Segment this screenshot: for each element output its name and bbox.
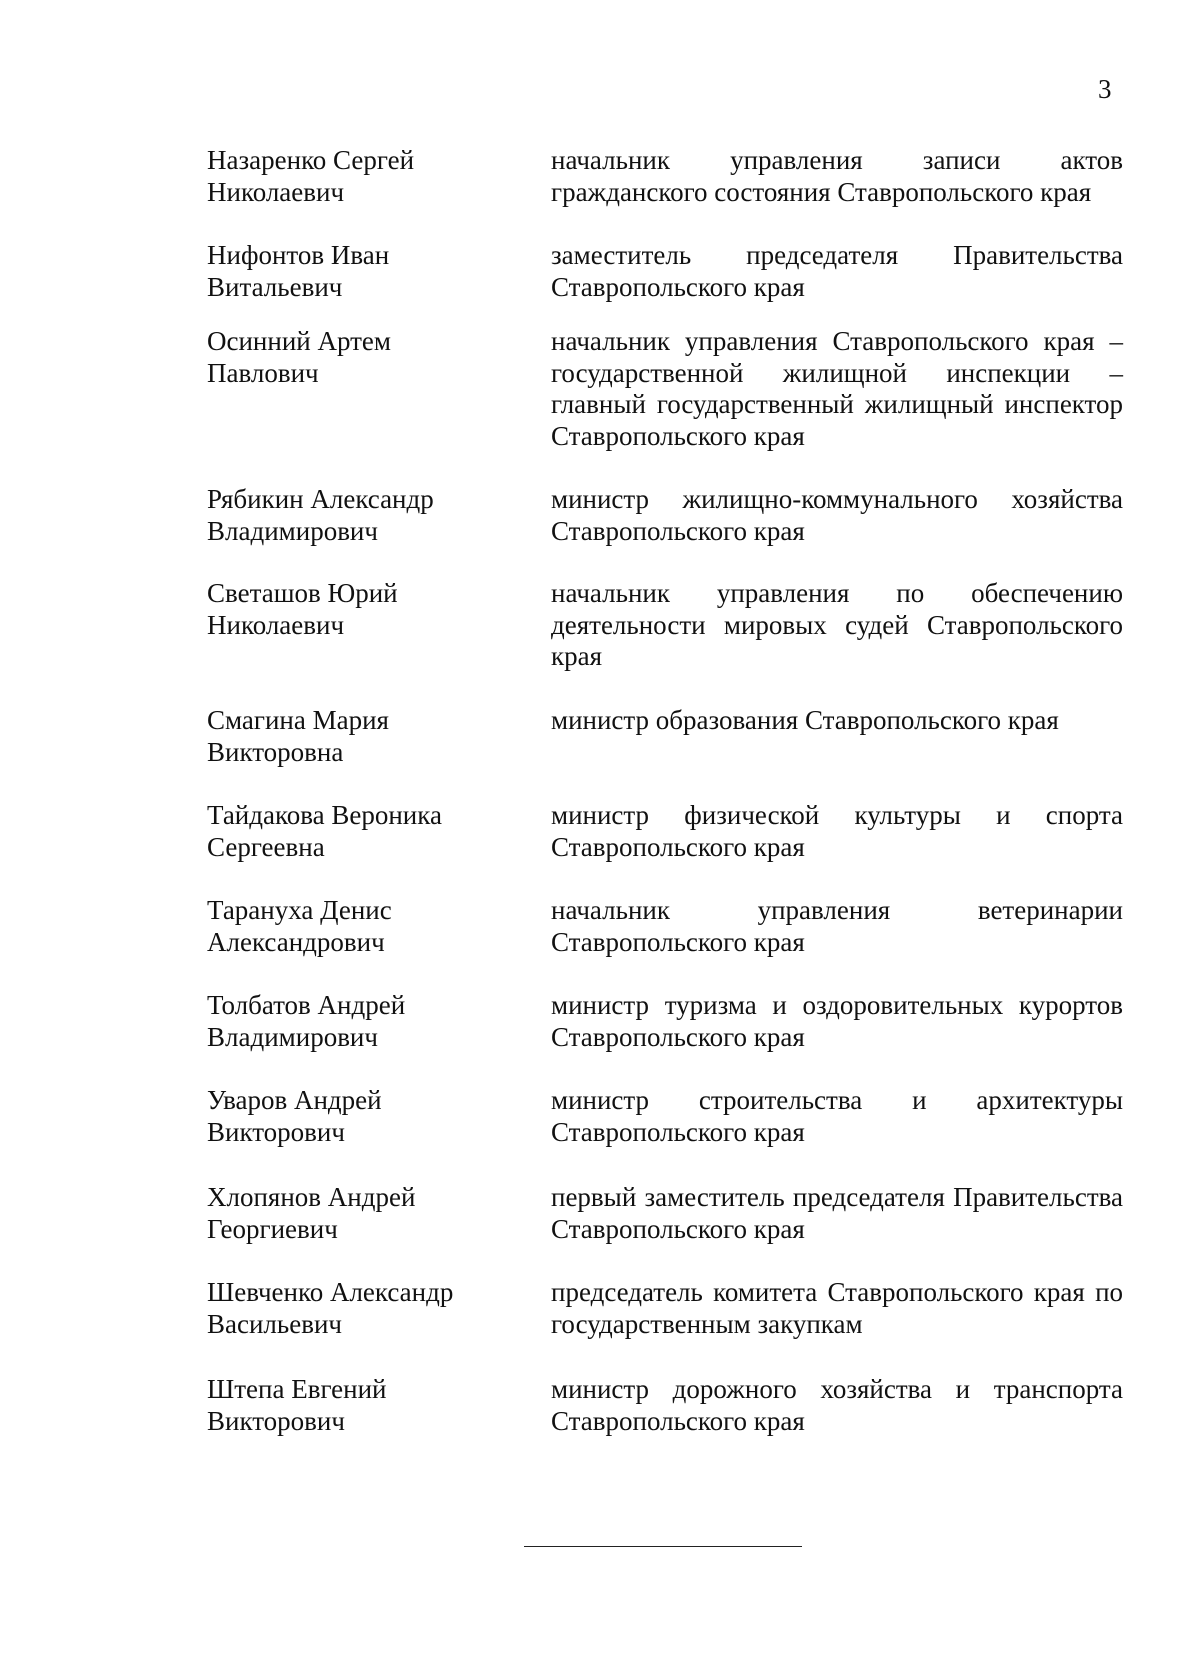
official-position (551, 705, 1123, 737)
position-line: министр строительства и архитектуры (551, 1085, 1123, 1115)
name-line: Николаевич (207, 609, 345, 640)
name-line: Александрович (207, 926, 385, 957)
official-name (207, 240, 507, 303)
name-line: Витальевич (207, 271, 343, 302)
position-line: Ставропольского края (551, 1116, 805, 1147)
position-line: государственной жилищной инспекции – (551, 357, 1123, 388)
position-line: первый заместитель председателя (551, 1182, 945, 1212)
official-position (551, 578, 1123, 673)
official-position (551, 1182, 1123, 1245)
end-of-list-rule (524, 1546, 802, 1547)
name-line: Владимирович (207, 515, 378, 546)
official-name (207, 990, 507, 1053)
official-name (207, 895, 507, 958)
official-position (551, 240, 1123, 303)
name-line: Штепа Евгений (207, 1374, 387, 1404)
position-line: министр физической культуры и спорта (551, 800, 1123, 830)
official-position (551, 1277, 1123, 1340)
official-name (207, 1182, 507, 1245)
official-name (207, 1085, 507, 1148)
position-line: начальник управления ветеринарии (551, 895, 1123, 925)
position-line: главный государственный жилищный (551, 389, 994, 419)
position-line: инспектор Ставропольского края (551, 389, 1124, 451)
official-position (551, 800, 1123, 863)
name-line: Викторович (207, 1116, 345, 1147)
position-line: начальник управления Ставропольского края – (551, 326, 1123, 356)
position-line: Ставропольского края (551, 515, 805, 546)
name-line: Викторовна (207, 736, 344, 767)
official-name (207, 705, 507, 768)
official-name (207, 1374, 507, 1437)
official-name (207, 145, 507, 208)
position-line: Ставропольского края (551, 271, 805, 302)
name-line: Владимирович (207, 1021, 378, 1052)
position-line: Ставропольского края (551, 926, 805, 957)
position-line: гражданского состояния Ставропольского края (551, 176, 1092, 207)
official-position (551, 1374, 1123, 1437)
position-line: председатель комитета Ставропольского края (551, 1277, 1085, 1307)
official-position (551, 895, 1123, 958)
name-line: Светашов Юрий (207, 578, 398, 608)
position-line: Ставропольского края (551, 609, 1123, 671)
name-line: Павлович (207, 357, 319, 388)
name-line: Сергеевна (207, 831, 325, 862)
name-line: Осинний Артем (207, 326, 391, 356)
official-position (551, 1085, 1123, 1148)
position-line: министр образования Ставропольского края (551, 705, 1059, 735)
name-line: Нифонтов Иван (207, 240, 390, 270)
name-line: Уваров Андрей (207, 1085, 382, 1115)
official-name (207, 800, 507, 863)
position-line: Ставропольского края (551, 831, 805, 862)
name-line: Викторович (207, 1405, 345, 1436)
official-position (551, 326, 1123, 452)
position-line: министр дорожного хозяйства и транспорта (551, 1374, 1123, 1404)
name-line: Хлопянов Андрей (207, 1182, 416, 1212)
position-line: деятельности мировых судей (551, 609, 909, 640)
official-name (207, 578, 507, 641)
name-line: Тарануха Денис (207, 895, 392, 925)
position-line: Ставропольского края (551, 1405, 805, 1436)
position-line: по государственным закупкам (551, 1277, 1124, 1339)
name-line: Тайдакова Вероника (207, 800, 442, 830)
official-position (551, 145, 1123, 208)
name-line: Назаренко Сергей (207, 145, 415, 175)
name-line: Толбатов Андрей (207, 990, 406, 1020)
name-line: Николаевич (207, 176, 345, 207)
name-line: Смагина Мария (207, 705, 389, 735)
name-line: Шевченко Александр (207, 1277, 454, 1307)
position-line: Ставропольского края (551, 1021, 805, 1052)
official-position (551, 484, 1123, 547)
name-line: Рябикин Александр (207, 484, 434, 514)
page-number: 3 (1098, 74, 1112, 104)
name-line: Васильевич (207, 1308, 342, 1339)
position-line: министр туризма и оздоровительных курортов (551, 990, 1123, 1020)
official-name (207, 484, 507, 547)
official-name (207, 326, 507, 389)
position-line: Правительства Ставропольского края (551, 1182, 1123, 1244)
official-position (551, 990, 1123, 1053)
name-line: Георгиевич (207, 1213, 338, 1244)
position-line: начальник управления записи актов (551, 145, 1123, 175)
official-name (207, 1277, 507, 1340)
position-line: заместитель председателя Правительства (551, 240, 1123, 270)
position-line: министр жилищно-коммунального хозяйства (551, 484, 1123, 514)
position-line: начальник управления по обеспечению (551, 578, 1123, 608)
